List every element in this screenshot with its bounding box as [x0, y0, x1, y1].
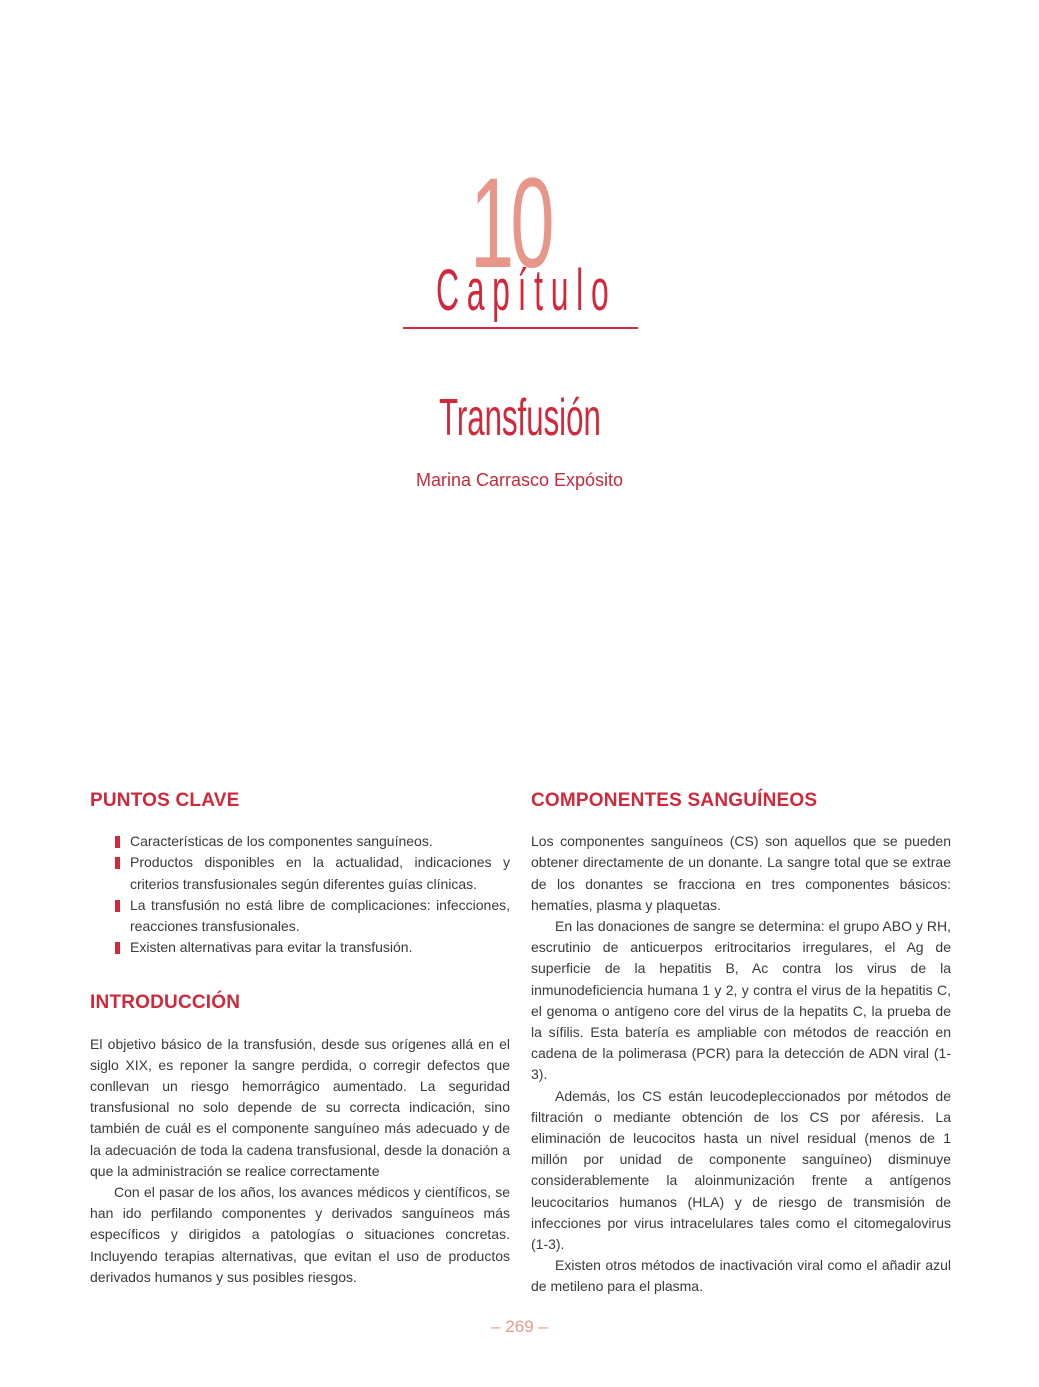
- introduccion-heading: INTRODUCCIÓN: [90, 992, 241, 1014]
- paragraph: El objetivo básico de la transfusión, desde sus orígenes allá en el siglo XIX, es reponer la sangre perdida, o corregir defectos que conllevan un riesgo hemorrágico aumentado. La seguridad transfusional no solo depende de su correcta indicación, sino también de cuál es el componente sanguíneo más adecuado y de la adecuación de toda la cadena transfusional, desde la donación a que la administración se realice correctamente: [90, 1035, 510, 1179]
- left-column: [90, 790, 510, 1288]
- paragraph: Los componentes sanguíneos (CS) son aquellos que se pueden obtener directamente de un donante. La sangre total que se extrae de los donantes se fracciona en tres componentes básicos: hematíes, plasma y plaquetas.: [531, 833, 951, 913]
- list-item: Características de los componentes sanguíneos.: [130, 831, 510, 852]
- list-item: Productos disponibles en la actualidad, indicaciones y criterios transfusionales según diferentes guías clínicas.: [130, 852, 510, 894]
- author: Marina Carrasco Expósito: [415, 470, 624, 490]
- puntos-clave-heading: PUNTOS CLAVE: [90, 790, 240, 811]
- key-points-list: [90, 831, 510, 958]
- chapter-rule: [403, 327, 638, 329]
- chapter-number: 10: [470, 152, 551, 295]
- chapter-word: Capítulo: [436, 258, 617, 323]
- paragraph: Además, los CS están leucodepleccionados por métodos de filtración o mediante obtención de los CS por aféresis. La eliminación de leucocitos hasta un nivel residual (menos de 1 millón por unidad de componente sanguíneo) disminuye considerablemente la aloinmunización frente a antígenos leucocitarios humanos (HLA) y de riesgo de transmisión de infecciones por virus intracelulares tales como el citomegalovirus (1-3).: [531, 1087, 951, 1253]
- chapter-title-wrap: [0, 389, 1039, 447]
- componentes-heading: COMPONENTES SANGUÍNEOS: [531, 790, 818, 811]
- right-column: [531, 790, 951, 1298]
- paragraph: Existen otros métodos de inactivación viral como el añadir azul de metileno para el plasma.: [531, 1257, 951, 1295]
- paragraph: Con el pasar de los años, los avances médicos y científicos, se han ido perfilando componentes y derivados sanguíneos más específicos y dirigidos a patologías o situaciones concretas. Incluyendo terapias alternativas, que evitan el uso de productos derivados humanos y sus posibles riesgos.: [90, 1184, 510, 1285]
- paragraph: En las donaciones de sangre se determina: el grupo ABO y RH, escrutinio de anticuerpos eritrocitarios irregulares, el Ag de superficie de la hepatitis B, Ac contra los virus de la inmunodeficiencia humana 1 y 2, y contra el virus de la hepatitis C, el genoma o antígeno core del virus de la hepatits C, la prueba de la sífilis. Esta batería es ampliable con métodos de reacción en cadena de la polimerasa (PCR) para la detección de ADN viral (1-3).: [531, 918, 951, 1083]
- page-number: – 269 –: [491, 1317, 548, 1336]
- chapter-title: Transfusión: [438, 389, 601, 447]
- chapter-heading: [400, 152, 640, 335]
- list-item: Existen alternativas para evitar la transfusión.: [130, 937, 510, 958]
- list-item: La transfusión no está libre de complicaciones: infecciones, reacciones transfusionales.: [130, 895, 510, 937]
